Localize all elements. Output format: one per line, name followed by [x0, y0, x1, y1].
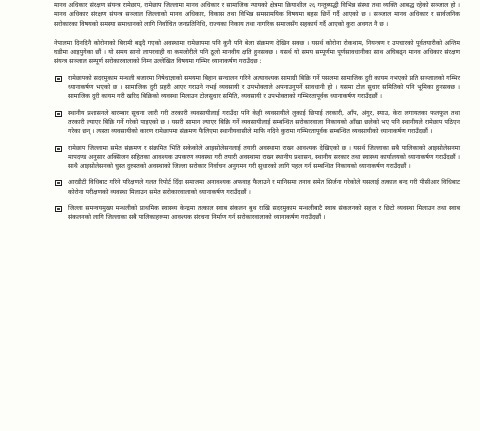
checkbox-bullet-icon: [55, 206, 62, 212]
checkbox-bullet-icon: [55, 111, 62, 117]
point-text: आरडीटी विधिबाट गरिने परिक्षणले गलत रिपोर्ट दिँदा समाजमा अनावश्यक अफवाह फैलाउने र मानिसमा तनाव समेत सिर्जना गरेकोले यसलाई तत्काल बन्द गरी पीसीआर विधिबाट कोरोना परीक्षणको व्यवस्था मिलाउन समेत सरोकारवालाको ध्यानाकर्षण गराउँदछौं ।: [68, 179, 460, 196]
point-text: रामेछापको सदरमुकाम मन्थली बजारमा निषेधाज्ञाको समयमा बिहान सन्चालन गरिने अत्यावश्यक सामाग्री बिक्रि गर्ने पसलमा सामाजिक दुरी कायम नभएको प्रति सञ्जालको गम्भिर ध्यानाकर्षण भएको छ । सामाजिक दुरी प्रहरी आएर गराउने नभई व्यवसायी र उपभोक्ताले अपनाउनुपर्ने सावधानी हो । यसमा टोल सुधार समितिको पनि भूमिका हुनसक्छ । सामाजिक दुरी कायम गरी खरिद बिक्रिको व्यवस्था मिलाउन टोलसुधार समिति, व्यवसायी र उपभोक्ताको गम्भिरतापूर्वक ध्यानाकर्षण गराउँदछौं ।: [68, 74, 460, 101]
covid-paragraph: नेपालमा दिनदिनै कोरोनाको बिरामी बढ्दै गएको अवस्थामा रामेछापमा पनि कुनै पनि बेला संक्रमण देखिन सक्छ । यसर्थ कोरोना रोकथाम, नियन्त्रण र उपचारको पूर्वतयारीको अन्तिम घडीमा आइपुगेका छौं । यो समय सानो लापरवाही वा कमजोरीले पनि ठूलो मानवीय क्षति हुनसक्छ । यसर्थ यो समय सम्पूर्णमा पूर्णसावधानीका साथ अघिबढ्न मानव अधिकार संरक्षण संयन्त्र सञ्जाल सम्पूर्ण सरोकारवालाको निम्न उल्लेखित विषयमा गम्भिर ध्यानाकर्षण गराउँदछ :: [54, 39, 460, 66]
point-text: स्थानीय प्रशासनले बारम्बार सूचना जारी गरी तरकारी व्यवसायीलाई गराउँदा पनि केही व्यवसायीले लुकाई छिपाई तरकारी, आँप, अंगुर, स्याउ, केरा लगायतका फलफूल तथा तरकारी ल्याएर बिक्रि गर्ने गरेको पाइएको छ । यसरी सामान ल्याएर बिक्रि गर्ने व्यवसायीलाई सम्बन्धित सरोकारवाला निकायको आँखा छलेको भए पनि स्थानीयले रामेछाप पठिएन गरेका छन् । त्यस्ता व्यवसायीको कारण रामेछापमा संक्रमण फैलिएमा स्थानीयवासीले माफि नदिने कुरामा गम्भिरतापूर्वक सम्बन्धित व्यवसायीको ध्यानाकर्षण गराउँदछौं ।: [68, 109, 460, 136]
intro-paragraph: मानव अधिकार संरक्षण संयन्त्र रामेछाप, रामेछाप जिल्लामा मानव अधिकार र सामाजिक न्यायको क्षेत्रमा क्रियाशील २६ गन्तुब्यद्धी विभिन्न संस्था तथा व्यक्ति आबद्ध रहेको सञ्जाल हो । मानव अधिकार संरक्षण संयन्त्र सञ्जाल जिल्लाको मानव अधिकार, विकास तथा विभिन्न समसामयिक विषयमा बहस छिर्ने गर्दै आएको छ । सञ्जाल मानव अधिकार र सार्वजनिक सरोकारका विषयको समस्या समाधानको लागि निर्वाचित जनप्रतिनिधि, राज्यका निकाय तथा नागरिक समाजसँग सहकार्य गर्दै आएको कुरा अवगत नै छ ।: [54, 2, 460, 28]
checkbox-bullet-icon: [55, 180, 62, 186]
checkbox-bullet-icon: [55, 76, 62, 82]
checkbox-bullet-icon: [55, 146, 62, 152]
list-item: [54, 109, 460, 137]
list-item: [54, 178, 460, 197]
document-page: [0, 1, 480, 431]
paragraph-gap: [54, 29, 460, 39]
point-text: जिल्ला समन्वयमुख्य मन्थलीको प्राथमिक स्वास्थ्य केन्द्रमा तत्काल स्वाब संकलन बुथ राखि सदरमुकाम मन्थलीबाटै स्वाब संकलनको सहज र छिटो व्यवस्था मिलाउन तथा स्वाब संकलनको लागि जिल्लाका सबै पालिकाहरूमा आवश्यक संरचना निर्माण गर्न सरोकारवालाको ध्यानाकर्षण गराउँदछौं ।: [68, 205, 460, 222]
point-text: रामेछाप जिल्लामा समेत संक्रमण र संक्रमित भिति सकेकोले आइसोलेसनलाई तयारी अवस्थामा राख्न आवश्यक देखिएको छ । यसर्थ जिल्लाका सबै पालिकाको आइसोलेसनमा मापदण्ड अनुसार अक्सिजन सहितका आवश्यक उपकरण व्यवस्था गरी तयारी अवस्थामा राख्न स्थानीय प्रशासन, स्थानीय सरकार तथा स्वास्थ्य कार्यालयको ध्यानाकर्षण गराउँदछौं । साथै आइसोलेसनको चुस्त दुरुस्तको अवस्थाको जिल्ला सरोकार निर्वाचन अनुगमन गरी सुधारको लागि पहल गर्न सम्बन्धित निकायको ध्यानाकर्षण गराउँदछौं ।: [68, 144, 460, 171]
list-item: [54, 74, 460, 102]
list-item: [54, 204, 460, 223]
list-item: [54, 144, 460, 172]
